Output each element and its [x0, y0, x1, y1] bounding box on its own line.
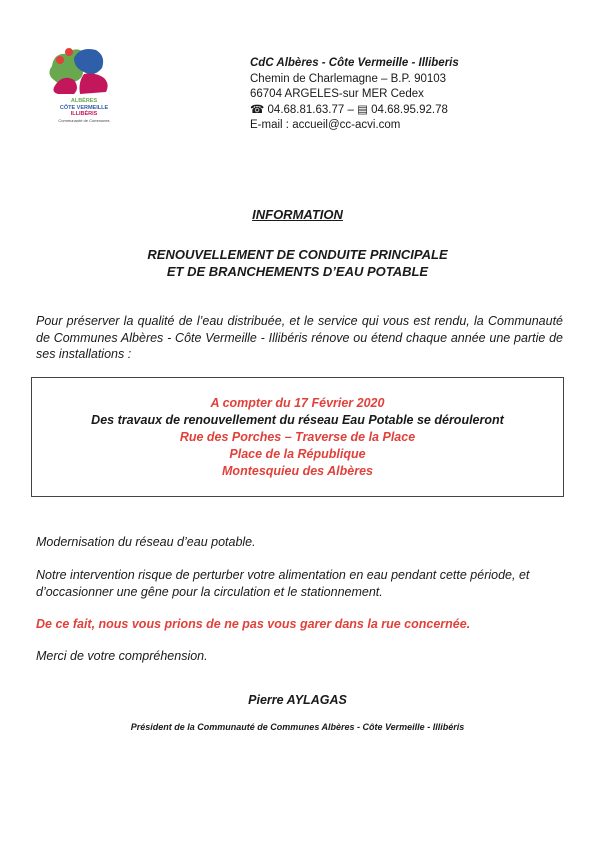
org-name: CdC Albères - Côte Vermeille - Illiberis — [250, 57, 459, 69]
title-line-2: ET DE BRANCHEMENTS D’EAU POTABLE — [166, 264, 429, 279]
email-address: accueil@cc-acvi.com — [292, 119, 401, 131]
paragraph-thanks: Merci de votre compréhension. — [36, 649, 208, 663]
works-date: A compter du 17 Février 2020 — [210, 396, 385, 410]
works-description: Des travaux de renouvellement du réseau Eau Potable se dérouleront — [91, 413, 504, 427]
signatory-title: Président de la Communauté de Communes Albères - Côte Vermeille - Illibéris — [130, 722, 465, 732]
fax-icon: ▤ — [357, 103, 368, 116]
information-heading: INFORMATION — [252, 207, 343, 222]
logo-line-communaute: Communauté de Communes — [58, 117, 110, 123]
paragraph-no-parking: De ce fait, nous vous prions de ne pas vous garer dans la rue concernée. — [36, 617, 471, 631]
email-label: E-mail : — [250, 119, 289, 131]
phone-fax-row — [250, 103, 459, 119]
phone-number: 04.68.81.63.77 — [267, 103, 345, 116]
title-line-1: RENOUVELLEMENT DE CONDUITE PRINCIPALE — [147, 247, 448, 262]
logo-wordmark — [44, 98, 124, 124]
logo-line-alberes: ALBÈRES — [70, 98, 98, 104]
logo-line-illiberis: ILLIBÉRIS — [70, 111, 98, 117]
works-street-1: Rue des Porches – Traverse de la Place — [179, 430, 416, 444]
address-line-1: Chemin de Charlemagne – B.P. 90103 — [250, 72, 447, 85]
intro-paragraph: Pour préserver la qualité de l’eau distribuée, et le service qui vous est rendu, la Communauté de Communes Albères - Côte Vermeille - Illibéris rénove ou étend chaque année une partie de ses installations : — [36, 314, 563, 361]
email-row — [250, 118, 459, 134]
logo-line-cote-vermeille: CÔTE VERMEILLE — [59, 104, 109, 111]
phone-icon: ☎ — [250, 103, 265, 116]
works-street-2: Place de la République — [229, 447, 366, 461]
separator-dash: – — [347, 103, 358, 116]
works-town: Montesquieu des Albères — [222, 464, 373, 478]
fax-number: 04.68.95.92.78 — [371, 103, 448, 116]
signatory-name: Pierre AYLAGAS — [248, 693, 347, 707]
address-line-2: 66704 ARGELES-sur MER Cedex — [250, 88, 424, 100]
paragraph-disruption: Notre intervention risque de perturber votre alimentation en eau pendant cette période, et d’occasionner une gêne pour la circulation et le stationnement. — [36, 568, 530, 599]
notice-title — [0, 246, 595, 280]
org-address-block — [250, 56, 459, 134]
paragraph-modernisation: Modernisation du réseau d’eau potable. — [36, 535, 256, 549]
